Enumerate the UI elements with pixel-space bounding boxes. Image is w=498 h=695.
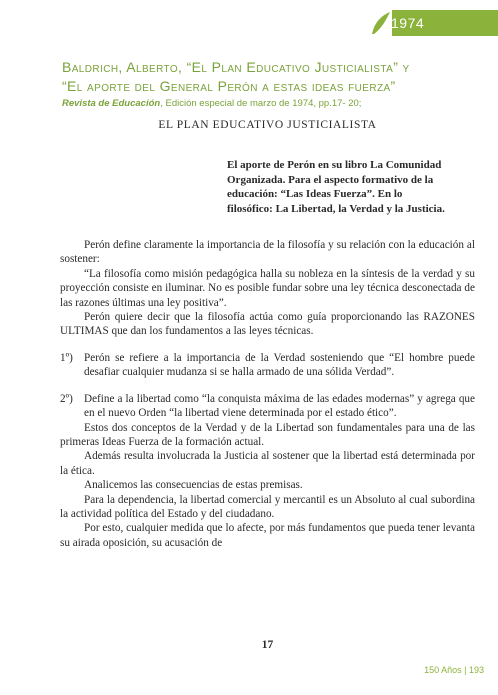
source-details: , Edición especial de marzo de 1974, pp.17- 20; (160, 98, 362, 109)
numbered-item (60, 351, 475, 380)
source-journal: Revista de Educación (62, 98, 161, 109)
citation-header (62, 58, 492, 111)
citation-title (62, 58, 492, 96)
item-text: Perón se refiere a la importancia de la Verdad sosteniendo que “El hombre puede desafiar cualquier mudanza si se halla armado de una sólida Verdad”. (84, 351, 475, 379)
scan-page-number: 17 (261, 639, 274, 651)
paragraph: Por esto, cualquier medida que lo afecte, por más fundamentos que pueda tener levanta su airada oposición, su acusación de (60, 522, 475, 549)
numbered-item (60, 392, 475, 421)
footer-page-info: 150 Años | 193 (424, 665, 484, 675)
item-number: 1º) (60, 351, 73, 364)
citation-title-line1: Baldrich, Alberto, “El Plan Educativo Justicialista” y (62, 59, 410, 75)
scanned-page (60, 118, 475, 651)
citation-source (62, 97, 492, 111)
year-badge (370, 10, 498, 36)
quote-paragraph: “La filosofía como misión pedagógica halla su nobleza en la síntesis de la verdad y su proyección consiste en iluminar. No es posible fundar sobre una ley técnica desconectada de las razones últimas una ley positiva”. (60, 267, 475, 309)
paragraph: Para la dependencia, la libertad comercial y mercantil es un Absoluto al cual subordina la actividad política del Estado y del ciudadano. (60, 493, 475, 520)
paragraph: Analicemos las consecuencias de estas premisas. (84, 479, 303, 492)
document-heading: EL PLAN EDUCATIVO JUSTICIALISTA (158, 119, 377, 131)
badge-year: 1974 (391, 15, 425, 31)
epigraph: El aporte de Perón en su libro La Comunidad Organizada. Para el aspecto formativo de la educación: “Las Ideas Fuerza”. En lo filosófico: La Libertad, la Verdad y la Justicia. (227, 159, 445, 215)
paragraph: Perón define claramente la importancia de la filosofía y su relación con la educación al sostener: (60, 239, 475, 266)
paragraph: Estos dos conceptos de la Verdad y de la Libertad son fundamentales para una de las primeras Ideas Fuerza de la formación actual. (60, 421, 475, 448)
paragraph: Perón quiere decir que la filosofía actúa como guía proporcionando las RAZONES ULTIMAS que dan los fundamentos a las leyes técnicas. (60, 311, 475, 338)
item-number: 2º) (60, 392, 73, 405)
leaf-icon (370, 10, 392, 36)
paragraph: Además resulta involucrada la Justicia al sostener que la libertad está determinada por la ética. (60, 450, 475, 477)
citation-title-line2: “El aporte del General Perón a estas ideas fuerza” (62, 78, 396, 94)
item-text: Define a la libertad como “la conquista máxima de las edades modernas” y agrega que en el nuevo Orden “la libertad viene determinada por el estado ético”. (84, 392, 475, 420)
